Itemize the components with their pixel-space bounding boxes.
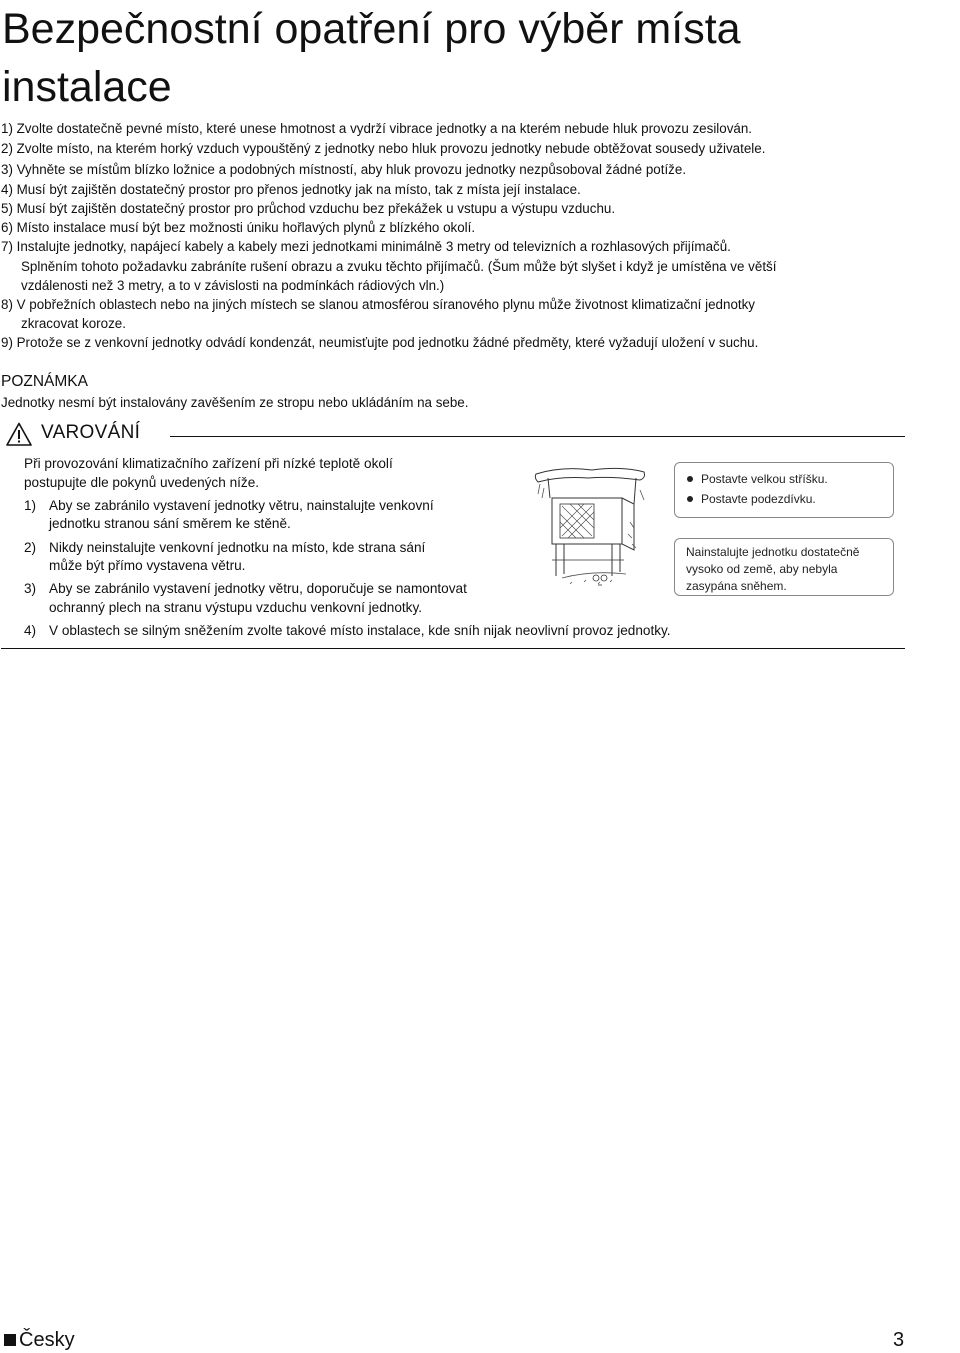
- list-item-continuation: zkracovat koroze.: [21, 316, 126, 331]
- bullet-icon: [687, 496, 693, 502]
- list-item: 8) V pobřežních oblastech nebo na jiných místech se slanou atmosférou síranového plynu může životnost klimatizační jednotky: [1, 297, 756, 312]
- callout-list-item: [687, 469, 885, 489]
- warning-bottom-rule: [1, 648, 905, 649]
- callout-text: Postavte podezdívku.: [701, 492, 816, 506]
- warning-item-text: Aby se zabránilo vystavení jednotky větru, doporučuje se namontovat: [49, 581, 467, 596]
- list-item: 1) Zvolte dostatečně pevné místo, které unese hmotnost a vydrží vibrace jednotky a na kterém nebude hluk provozu zesilován.: [1, 121, 753, 136]
- note-text: Jednotky nesmí být instalovány zavěšením ze stropu nebo ukládáním na sebe.: [1, 395, 469, 410]
- warning-item-text: ochranný plech na stranu výstupu vzduchu venkovní jednotky.: [49, 600, 423, 615]
- list-item-continuation: Splněním tohoto požadavku zabráníte rušení obrazu a zvuku těchto přijímačů. (Šum může být slyšet i když je umístěna ve větší: [21, 259, 777, 274]
- callout-list-item: [687, 489, 885, 509]
- list-item: 4) Musí být zajištěn dostatečný prostor pro přenos jednotky jak na místo, tak z místa její instalace.: [1, 182, 581, 197]
- list-item-continuation: vzdálenosti než 3 metry, a to v závislosti na podmínkách rádiových vln.): [21, 278, 445, 293]
- callout-text: Postavte velkou stříšku.: [701, 472, 828, 486]
- warning-item-number: 3): [24, 581, 37, 596]
- warning-intro-line-2: postupujte dle pokynů uvedených níže.: [24, 475, 260, 490]
- list-item: 3) Vyhněte se místům blízko ložnice a podobných místností, aby hluk provozu jednotky nezpůsoboval žádné potíže.: [1, 162, 687, 177]
- list-item: 9) Protože se z venkovní jednotky odvádí kondenzát, neumisťujte pod jednotku žádné předměty, které vyžadují uložení v suchu.: [1, 335, 759, 350]
- warning-item-text: jednotku stranou sání směrem ke stěně.: [49, 516, 291, 531]
- warning-item-text: Nikdy neinstalujte venkovní jednotku na místo, kde strana sání: [49, 540, 426, 555]
- page-title-line-1: Bezpečnostní opatření pro výběr místa: [2, 5, 741, 53]
- language-marker-icon: [4, 1334, 16, 1346]
- warning-triangle-icon: [6, 422, 32, 446]
- warning-intro-line-1: Při provozování klimatizačního zařízení při nízké teplotě okolí: [24, 456, 393, 471]
- warning-item-number: 4): [24, 623, 37, 638]
- warning-item-text: Aby se zabránilo vystavení jednotky větru, nainstalujte venkovní: [49, 498, 434, 513]
- callout-height: [674, 538, 894, 596]
- callout-text: zasypána sněhem.: [686, 579, 787, 593]
- list-item: 2) Zvolte místo, na kterém horký vzduch vypouštěný z jednotky nebo hluk provozu jednotky nebude obtěžovat sousedy uživatele.: [1, 141, 766, 156]
- warning-item-number: 1): [24, 498, 37, 513]
- outdoor-unit-snow-illustration: [532, 464, 672, 594]
- note-heading: POZNÁMKA: [1, 373, 88, 390]
- page-title-line-2: instalace: [2, 63, 172, 111]
- page-number: 3: [893, 1329, 905, 1351]
- bullet-icon: [687, 476, 693, 482]
- warning-item-number: 2): [24, 540, 37, 555]
- callout-text: vysoko od země, aby nebyla: [686, 562, 838, 576]
- callout-roof-and-base: [674, 462, 894, 518]
- warning-heading: VAROVÁNÍ: [41, 422, 141, 443]
- callout-text: Nainstalujte jednotku dostatečně: [686, 545, 860, 559]
- warning-item-text: V oblastech se silným sněžením zvolte takové místo instalace, kde sníh nijak neovlivní provoz jednotky.: [49, 623, 671, 638]
- page-title: [2, 0, 942, 116]
- list-item: 7) Instalujte jednotky, napájecí kabely a kabely mezi jednotkami minimálně 3 metry od televizních a rozhlasových přijímačů.: [1, 239, 731, 254]
- warning-item-text: může být přímo vystavena větru.: [49, 558, 246, 573]
- list-item: 5) Musí být zajištěn dostatečný prostor pro průchod vzduchu bez překážek u vstupu a výstupu vzduchu.: [1, 201, 616, 216]
- list-item: 6) Místo instalace musí být bez možnosti úniku hořlavých plynů z blízkého okolí.: [1, 220, 476, 235]
- warning-rule: [170, 436, 905, 437]
- footer-language: Česky: [19, 1329, 75, 1351]
